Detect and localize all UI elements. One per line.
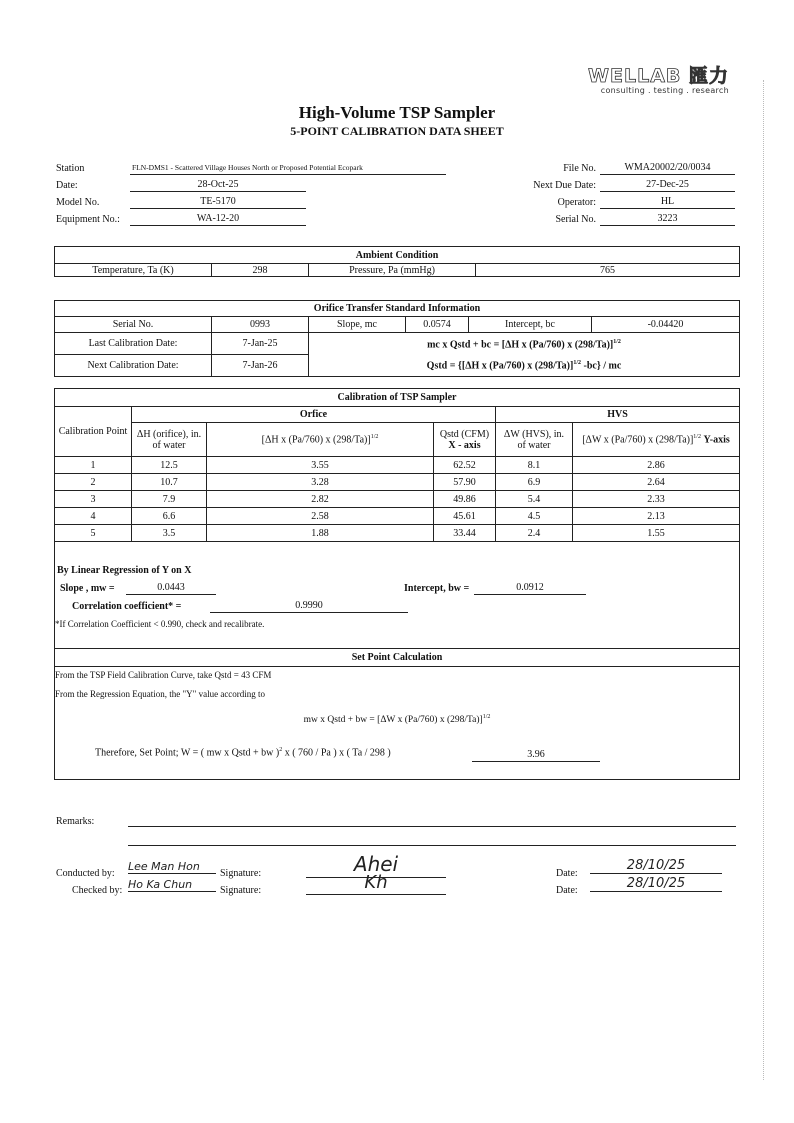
cell-dh-corr: 3.28	[207, 474, 434, 491]
intercept-bw-label: Intercept, bw =	[404, 583, 470, 594]
slope-mw-label: Slope , mw =	[60, 583, 115, 594]
cell-dh-corr: 2.82	[207, 491, 434, 508]
station-value: FLN-DMS1 - Scattered Village Houses North or Proposed Potential Ecopark	[130, 161, 446, 175]
file-no-label: File No.	[563, 163, 596, 174]
equipment-label: Equipment No.:	[56, 214, 120, 225]
cell-qstd: 57.90	[434, 474, 496, 491]
slope-mc-label: Slope, mc	[309, 317, 406, 333]
cell-dw-corr: 1.55	[573, 525, 740, 542]
cell-point: 3	[55, 491, 132, 508]
date-label-1: Date:	[556, 868, 578, 879]
calibration-title: Calibration of TSP Sampler	[55, 389, 740, 407]
intercept-bc-value: -0.04420	[592, 317, 740, 333]
correlation-note: *If Correlation Coefficient < 0.990, check and recalibrate.	[55, 619, 265, 629]
remarks-line-1[interactable]	[128, 826, 736, 827]
table-row	[55, 457, 740, 474]
cell-qstd: 33.44	[434, 525, 496, 542]
cell-dh-corr: 1.88	[207, 525, 434, 542]
col-calibration-point: Calibration Point	[55, 407, 132, 457]
model-value: TE-5170	[130, 195, 306, 209]
slope-mc-value: 0.0574	[406, 317, 469, 333]
setpoint-top-divider	[54, 648, 740, 649]
checked-by-value: Ho Ka Chun	[128, 878, 216, 892]
pressure-value: 765	[476, 264, 740, 277]
orifice-formula-1: mc x Qstd + bc = [ΔH x (Pa/760) x (298/Ta)]$^{1/2}$	[427, 339, 621, 351]
operator-label: Operator:	[557, 197, 596, 208]
col-delta-w: ΔW (HVS), in. of water	[496, 423, 573, 457]
col-delta-h-corrected: [ΔH x (Pa/760) x (298/Ta)]$^{1/2}$	[207, 423, 434, 457]
equipment-value: WA-12-20	[130, 212, 306, 226]
cell-dw: 6.9	[496, 474, 573, 491]
setpoint-therefore: Therefore, Set Point; W = ( mw x Qstd + bw )$^2$ x ( 760 / Pa ) x ( Ta / 298 )	[95, 747, 391, 759]
operator-value: HL	[600, 195, 735, 209]
date-label-2: Date:	[556, 885, 578, 896]
setpoint-formula: mw x Qstd + bw = [ΔW x (Pa/760) x (298/Ta)]$^{1/2}$	[303, 714, 491, 726]
setpoint-title: Set Point Calculation	[351, 652, 443, 663]
last-calibration-label: Last Calibration Date:	[55, 333, 212, 355]
logo-text: WELLAB 匯力	[588, 65, 729, 87]
cell-dw-corr: 2.33	[573, 491, 740, 508]
cell-dw-corr: 2.64	[573, 474, 740, 491]
calibration-table	[54, 388, 740, 542]
table-row	[55, 508, 740, 525]
date-value-1: 28/10/25	[590, 858, 722, 874]
date-value-2: 28/10/25	[590, 876, 722, 892]
correlation-value: 0.9990	[210, 599, 408, 613]
intercept-bw-value: 0.0912	[474, 581, 586, 595]
signature-1: Ahei	[306, 852, 446, 878]
cell-dw: 2.4	[496, 525, 573, 542]
group-orifice: Orfice	[132, 407, 496, 423]
date-label: Date:	[56, 180, 78, 191]
orifice-serial-value: 0993	[212, 317, 309, 333]
next-due-value: 27-Dec-25	[600, 178, 735, 192]
orifice-formulas	[309, 333, 740, 377]
table-row	[55, 525, 740, 542]
orifice-formula-2: Qstd = {[ΔH x (Pa/760) x (298/Ta)]$^{1/2}$ -bc} / mc	[426, 360, 622, 372]
cell-dw: 5.4	[496, 491, 573, 508]
cell-qstd: 62.52	[434, 457, 496, 474]
pressure-label: Pressure, Pa (mmHg)	[309, 264, 476, 277]
col-qstd: Qstd (CFM) X - axis	[434, 423, 496, 457]
table-row	[55, 474, 740, 491]
signature-label-1: Signature:	[220, 868, 262, 879]
setpoint-line-1: From the TSP Field Calibration Curve, take Qstd = 43 CFM	[55, 670, 272, 680]
setpoint-result: 3.96	[472, 748, 600, 762]
regression-title: By Linear Regression of Y on X	[57, 565, 192, 576]
orifice-serial-label: Serial No.	[55, 317, 212, 333]
col-delta-h: ΔH (orifice), in. of water	[132, 423, 207, 457]
date-value: 28-Oct-25	[130, 178, 306, 192]
serial-no-label: Serial No.	[555, 214, 596, 225]
slope-mw-value: 0.0443	[126, 581, 216, 595]
page-edge-divider	[763, 80, 764, 1080]
orifice-standard-table	[54, 300, 740, 377]
cell-dh: 12.5	[132, 457, 207, 474]
logo-tagline: consulting . testing . research	[600, 86, 729, 95]
conducted-by-value: Lee Man Hon	[128, 860, 216, 874]
signature-label-2: Signature:	[220, 885, 262, 896]
file-no-value: WMA20002/20/0034	[600, 161, 735, 175]
last-calibration-value: 7-Jan-25	[212, 333, 309, 355]
temperature-label: Temperature, Ta (K)	[55, 264, 212, 277]
signature-2: Kh	[306, 872, 446, 895]
cell-point: 2	[55, 474, 132, 491]
cell-dh-corr: 2.58	[207, 508, 434, 525]
setpoint-line-2: From the Regression Equation, the "Y" value according to	[55, 689, 266, 699]
table-row	[55, 491, 740, 508]
document-subtitle: 5-POINT CALIBRATION DATA SHEET	[290, 124, 504, 138]
serial-no-value: 3223	[600, 212, 735, 226]
setpoint-title-divider	[54, 666, 740, 667]
intercept-bc-label: Intercept, bc	[469, 317, 592, 333]
cell-dh: 7.9	[132, 491, 207, 508]
col-delta-w-corrected: [ΔW x (Pa/760) x (298/Ta)]$^{1/2}$ Y-axis	[573, 423, 740, 457]
checked-by-label: Checked by:	[72, 885, 123, 896]
company-logo	[584, 66, 729, 95]
cell-dw-corr: 2.86	[573, 457, 740, 474]
conducted-by-label: Conducted by:	[56, 868, 115, 879]
station-label: Station	[56, 163, 85, 174]
ambient-title: Ambient Condition	[55, 247, 740, 264]
cell-dw: 4.5	[496, 508, 573, 525]
ambient-condition-table	[54, 246, 740, 277]
temperature-value: 298	[212, 264, 309, 277]
cell-point: 5	[55, 525, 132, 542]
next-calibration-label: Next Calibration Date:	[55, 354, 212, 376]
cell-dw: 8.1	[496, 457, 573, 474]
cell-point: 4	[55, 508, 132, 525]
cell-dw-corr: 2.13	[573, 508, 740, 525]
group-hvs: HVS	[496, 407, 740, 423]
cell-dh-corr: 3.55	[207, 457, 434, 474]
next-calibration-value: 7-Jan-26	[212, 354, 309, 376]
cell-qstd: 49.86	[434, 491, 496, 508]
correlation-label: Correlation coefficient* =	[72, 601, 182, 612]
document-title: High-Volume TSP Sampler	[298, 103, 496, 122]
orifice-title: Orifice Transfer Standard Information	[55, 301, 740, 317]
cell-point: 1	[55, 457, 132, 474]
cell-dh: 6.6	[132, 508, 207, 525]
cell-qstd: 45.61	[434, 508, 496, 525]
remarks-line-2[interactable]	[128, 845, 736, 846]
model-label: Model No.	[56, 197, 100, 208]
cell-dh: 3.5	[132, 525, 207, 542]
next-due-label: Next Due Date:	[533, 180, 596, 191]
cell-dh: 10.7	[132, 474, 207, 491]
remarks-label: Remarks:	[56, 816, 95, 827]
